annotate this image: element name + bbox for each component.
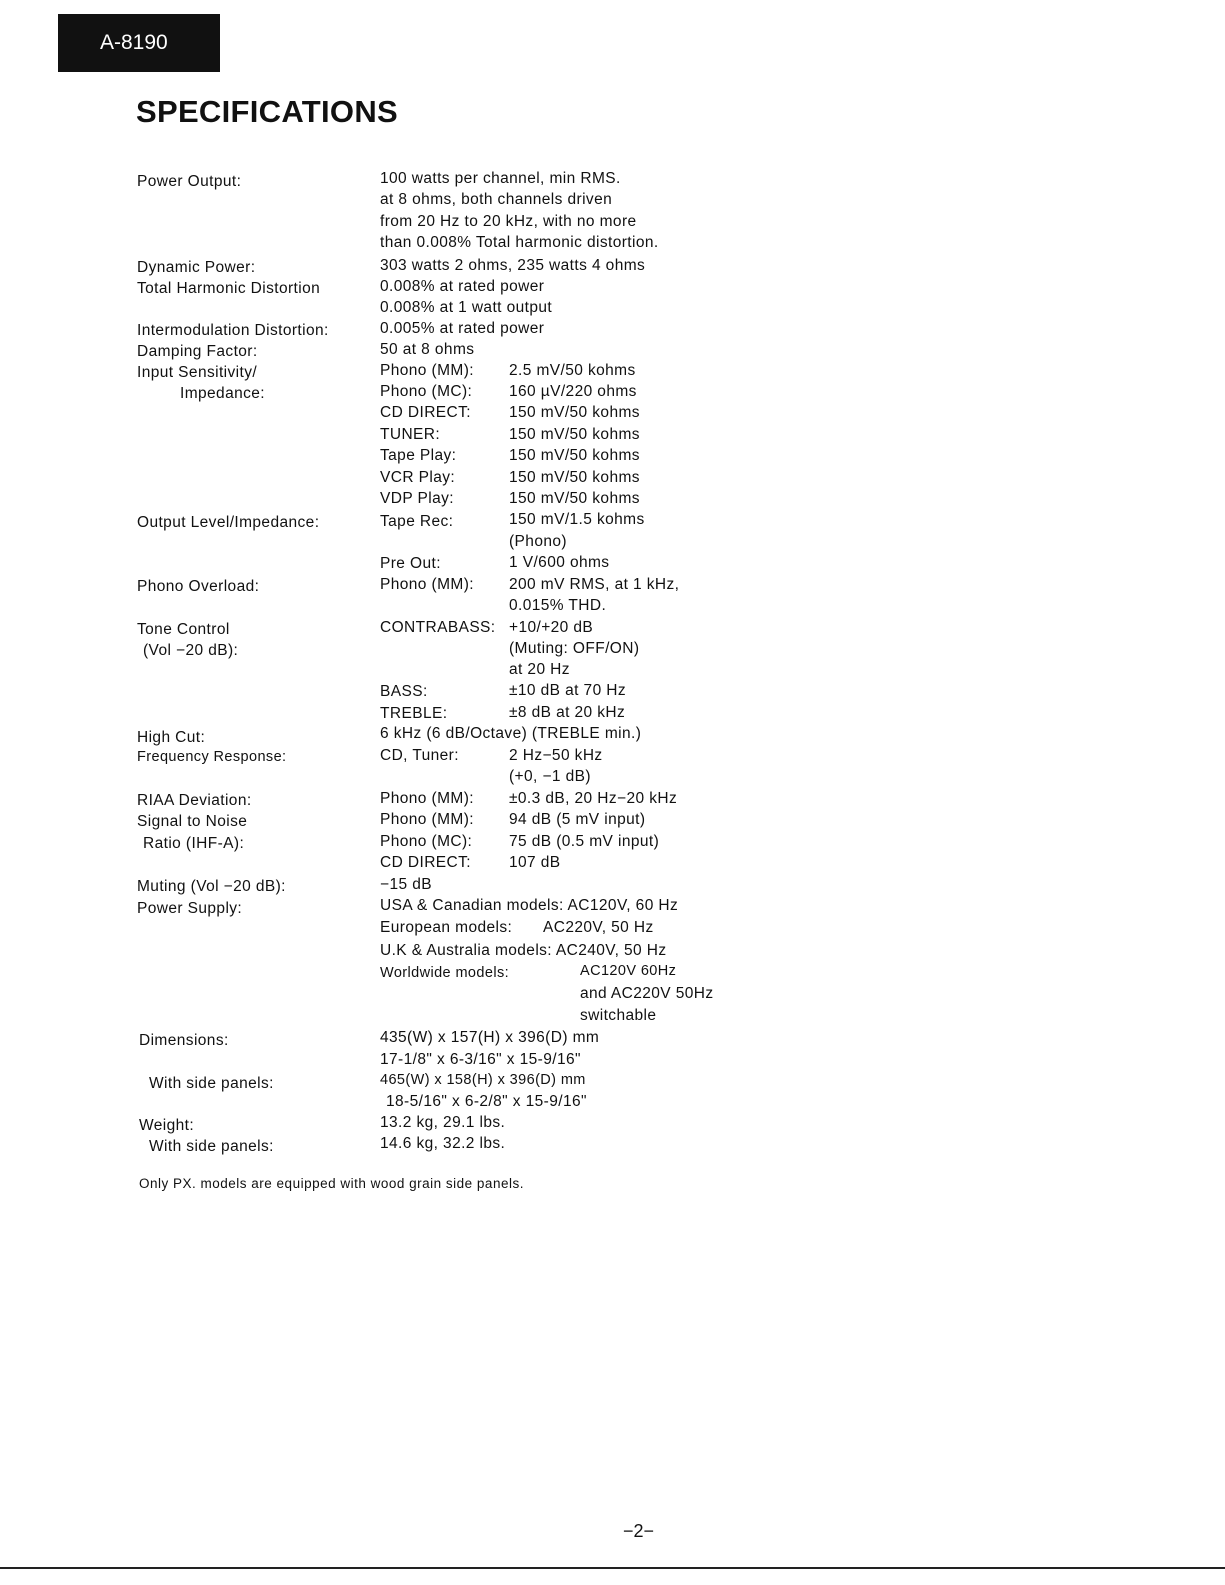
spec-value: U.K & Australia models: AC240V, 50 Hz: [380, 942, 667, 959]
spec-source: Phono (MM):: [380, 790, 474, 807]
spec-value: 150 mV/50 kohms: [509, 490, 640, 507]
spec-value: at 8 ohms, both channels driven: [380, 191, 613, 208]
spec-value: 465(W) x 158(H) x 396(D) mm: [380, 1072, 586, 1088]
model-badge: A-8190: [58, 14, 220, 72]
spec-source: Phono (MM):: [380, 362, 474, 379]
spec-value: 200 mV RMS, at 1 kHz,: [509, 576, 680, 593]
spec-value: 435(W) x 157(H) x 396(D) mm: [380, 1029, 600, 1046]
spec-value: +10/+20 dB: [509, 619, 594, 636]
spec-source: CD, Tuner:: [380, 747, 459, 764]
spec-value: European models:: [380, 919, 513, 936]
spec-value: AC220V, 50 Hz: [543, 919, 654, 936]
spec-value: 150 mV/1.5 kohms: [509, 511, 645, 528]
spec-value: 1 V/600 ohms: [509, 554, 610, 571]
spec-value: ±8 dB at 20 kHz: [509, 704, 626, 721]
spec-value: 50 at 8 ohms: [380, 341, 475, 358]
spec-value: Worldwide models:: [380, 965, 510, 981]
spec-value: −15 dB: [380, 876, 432, 893]
spec-source: Pre Out:: [380, 555, 441, 572]
spec-value: 14.6 kg, 32.2 lbs.: [380, 1135, 506, 1152]
spec-value: 0.005% at rated power: [380, 320, 545, 337]
spec-value: 303 watts 2 ohms, 235 watts 4 ohms: [380, 257, 646, 274]
spec-value: 94 dB (5 mV input): [509, 811, 646, 828]
spec-value: 150 mV/50 kohms: [509, 404, 640, 421]
spec-label-tone-control-vol: (Vol −20 dB):: [143, 642, 239, 659]
spec-value: at 20 Hz: [509, 661, 570, 678]
spec-source: VDP Play:: [380, 490, 454, 507]
spec-value: (Muting: OFF/ON): [509, 640, 640, 657]
spec-label-high-cut: High Cut:: [137, 729, 206, 746]
spec-source: Tape Rec:: [380, 513, 454, 530]
spec-label-dimensions: Dimensions:: [139, 1032, 229, 1049]
spec-label-power-supply: Power Supply:: [137, 900, 243, 917]
bottom-border: [0, 1567, 1225, 1569]
spec-value: 13.2 kg, 29.1 lbs.: [380, 1114, 506, 1131]
spec-label-input-sensitivity: Input Sensitivity/: [137, 364, 258, 381]
spec-label-ratio: Ratio (IHF-A):: [143, 835, 245, 852]
spec-source: BASS:: [380, 683, 428, 700]
spec-value: 100 watts per channel, min RMS.: [380, 170, 621, 187]
spec-label-riaa-deviation: RIAA Deviation:: [137, 792, 252, 809]
footnote: Only PX. models are equipped with wood grain side panels.: [139, 1176, 524, 1191]
spec-value: (+0, −1 dB): [509, 768, 591, 785]
spec-value: 160 µV/220 ohms: [509, 383, 637, 400]
spec-label-impedance: Impedance:: [180, 385, 265, 402]
spec-value: 75 dB (0.5 mV input): [509, 833, 660, 850]
page-title: SPECIFICATIONS: [136, 94, 398, 129]
spec-label-signal-to-noise: Signal to Noise: [137, 813, 248, 830]
spec-value: 18-5/16" x 6-2/8" x 15-9/16": [386, 1093, 587, 1110]
spec-value: 6 kHz (6 dB/Octave) (TREBLE min.): [380, 725, 642, 742]
spec-source: Tape Play:: [380, 447, 457, 464]
spec-value: AC120V 60Hz: [580, 963, 677, 979]
spec-value: ±0.3 dB, 20 Hz−20 kHz: [509, 790, 678, 807]
spec-value: 0.008% at 1 watt output: [380, 299, 553, 316]
spec-value: ±10 dB at 70 Hz: [509, 682, 627, 699]
spec-value: 150 mV/50 kohms: [509, 469, 640, 486]
spec-source: VCR Play:: [380, 469, 456, 486]
spec-value: than 0.008% Total harmonic distortion.: [380, 234, 659, 251]
spec-value: 107 dB: [509, 854, 561, 871]
spec-label-with-side-panels: With side panels:: [149, 1138, 274, 1155]
spec-source: Phono (MC):: [380, 833, 473, 850]
spec-label-tone-control: Tone Control: [137, 621, 230, 638]
spec-label-power-output: Power Output:: [137, 173, 242, 190]
spec-label-phono-overload: Phono Overload:: [137, 578, 260, 595]
spec-label-with-side-panels: With side panels:: [149, 1075, 274, 1092]
spec-source: TREBLE:: [380, 705, 448, 722]
spec-label-output-level: Output Level/Impedance:: [137, 514, 320, 531]
spec-value: USA & Canadian models: AC120V, 60 Hz: [380, 897, 679, 914]
spec-label-muting: Muting (Vol −20 dB):: [137, 878, 286, 895]
spec-label-thd: Total Harmonic Distortion: [137, 280, 321, 297]
spec-source: Phono (MM):: [380, 811, 474, 828]
spec-value: 150 mV/50 kohms: [509, 447, 640, 464]
spec-source: CD DIRECT:: [380, 404, 471, 421]
spec-value: (Phono): [509, 533, 567, 550]
spec-value: switchable: [580, 1007, 657, 1024]
spec-value: 2 Hz−50 kHz: [509, 747, 603, 764]
spec-value: 17-1/8" x 6-3/16" x 15-9/16": [380, 1051, 581, 1068]
spec-value: 2.5 mV/50 kohms: [509, 362, 636, 379]
spec-label-imd: Intermodulation Distortion:: [137, 322, 329, 339]
spec-source: Phono (MM):: [380, 576, 474, 593]
spec-source: CONTRABASS:: [380, 619, 496, 636]
spec-source: TUNER:: [380, 426, 441, 443]
spec-value: 0.008% at rated power: [380, 278, 545, 295]
spec-source: CD DIRECT:: [380, 854, 471, 871]
spec-value: 150 mV/50 kohms: [509, 426, 640, 443]
spec-label-weight: Weight:: [139, 1117, 195, 1134]
spec-label-frequency-response: Frequency Response:: [137, 749, 287, 765]
page-number: −2−: [623, 1521, 655, 1541]
spec-label-dynamic-power: Dynamic Power:: [137, 259, 256, 276]
spec-value: from 20 Hz to 20 kHz, with no more: [380, 213, 637, 230]
spec-source: Phono (MC):: [380, 383, 473, 400]
spec-value: and AC220V 50Hz: [580, 985, 714, 1002]
spec-label-damping-factor: Damping Factor:: [137, 343, 258, 360]
spec-value: 0.015% THD.: [509, 597, 607, 614]
